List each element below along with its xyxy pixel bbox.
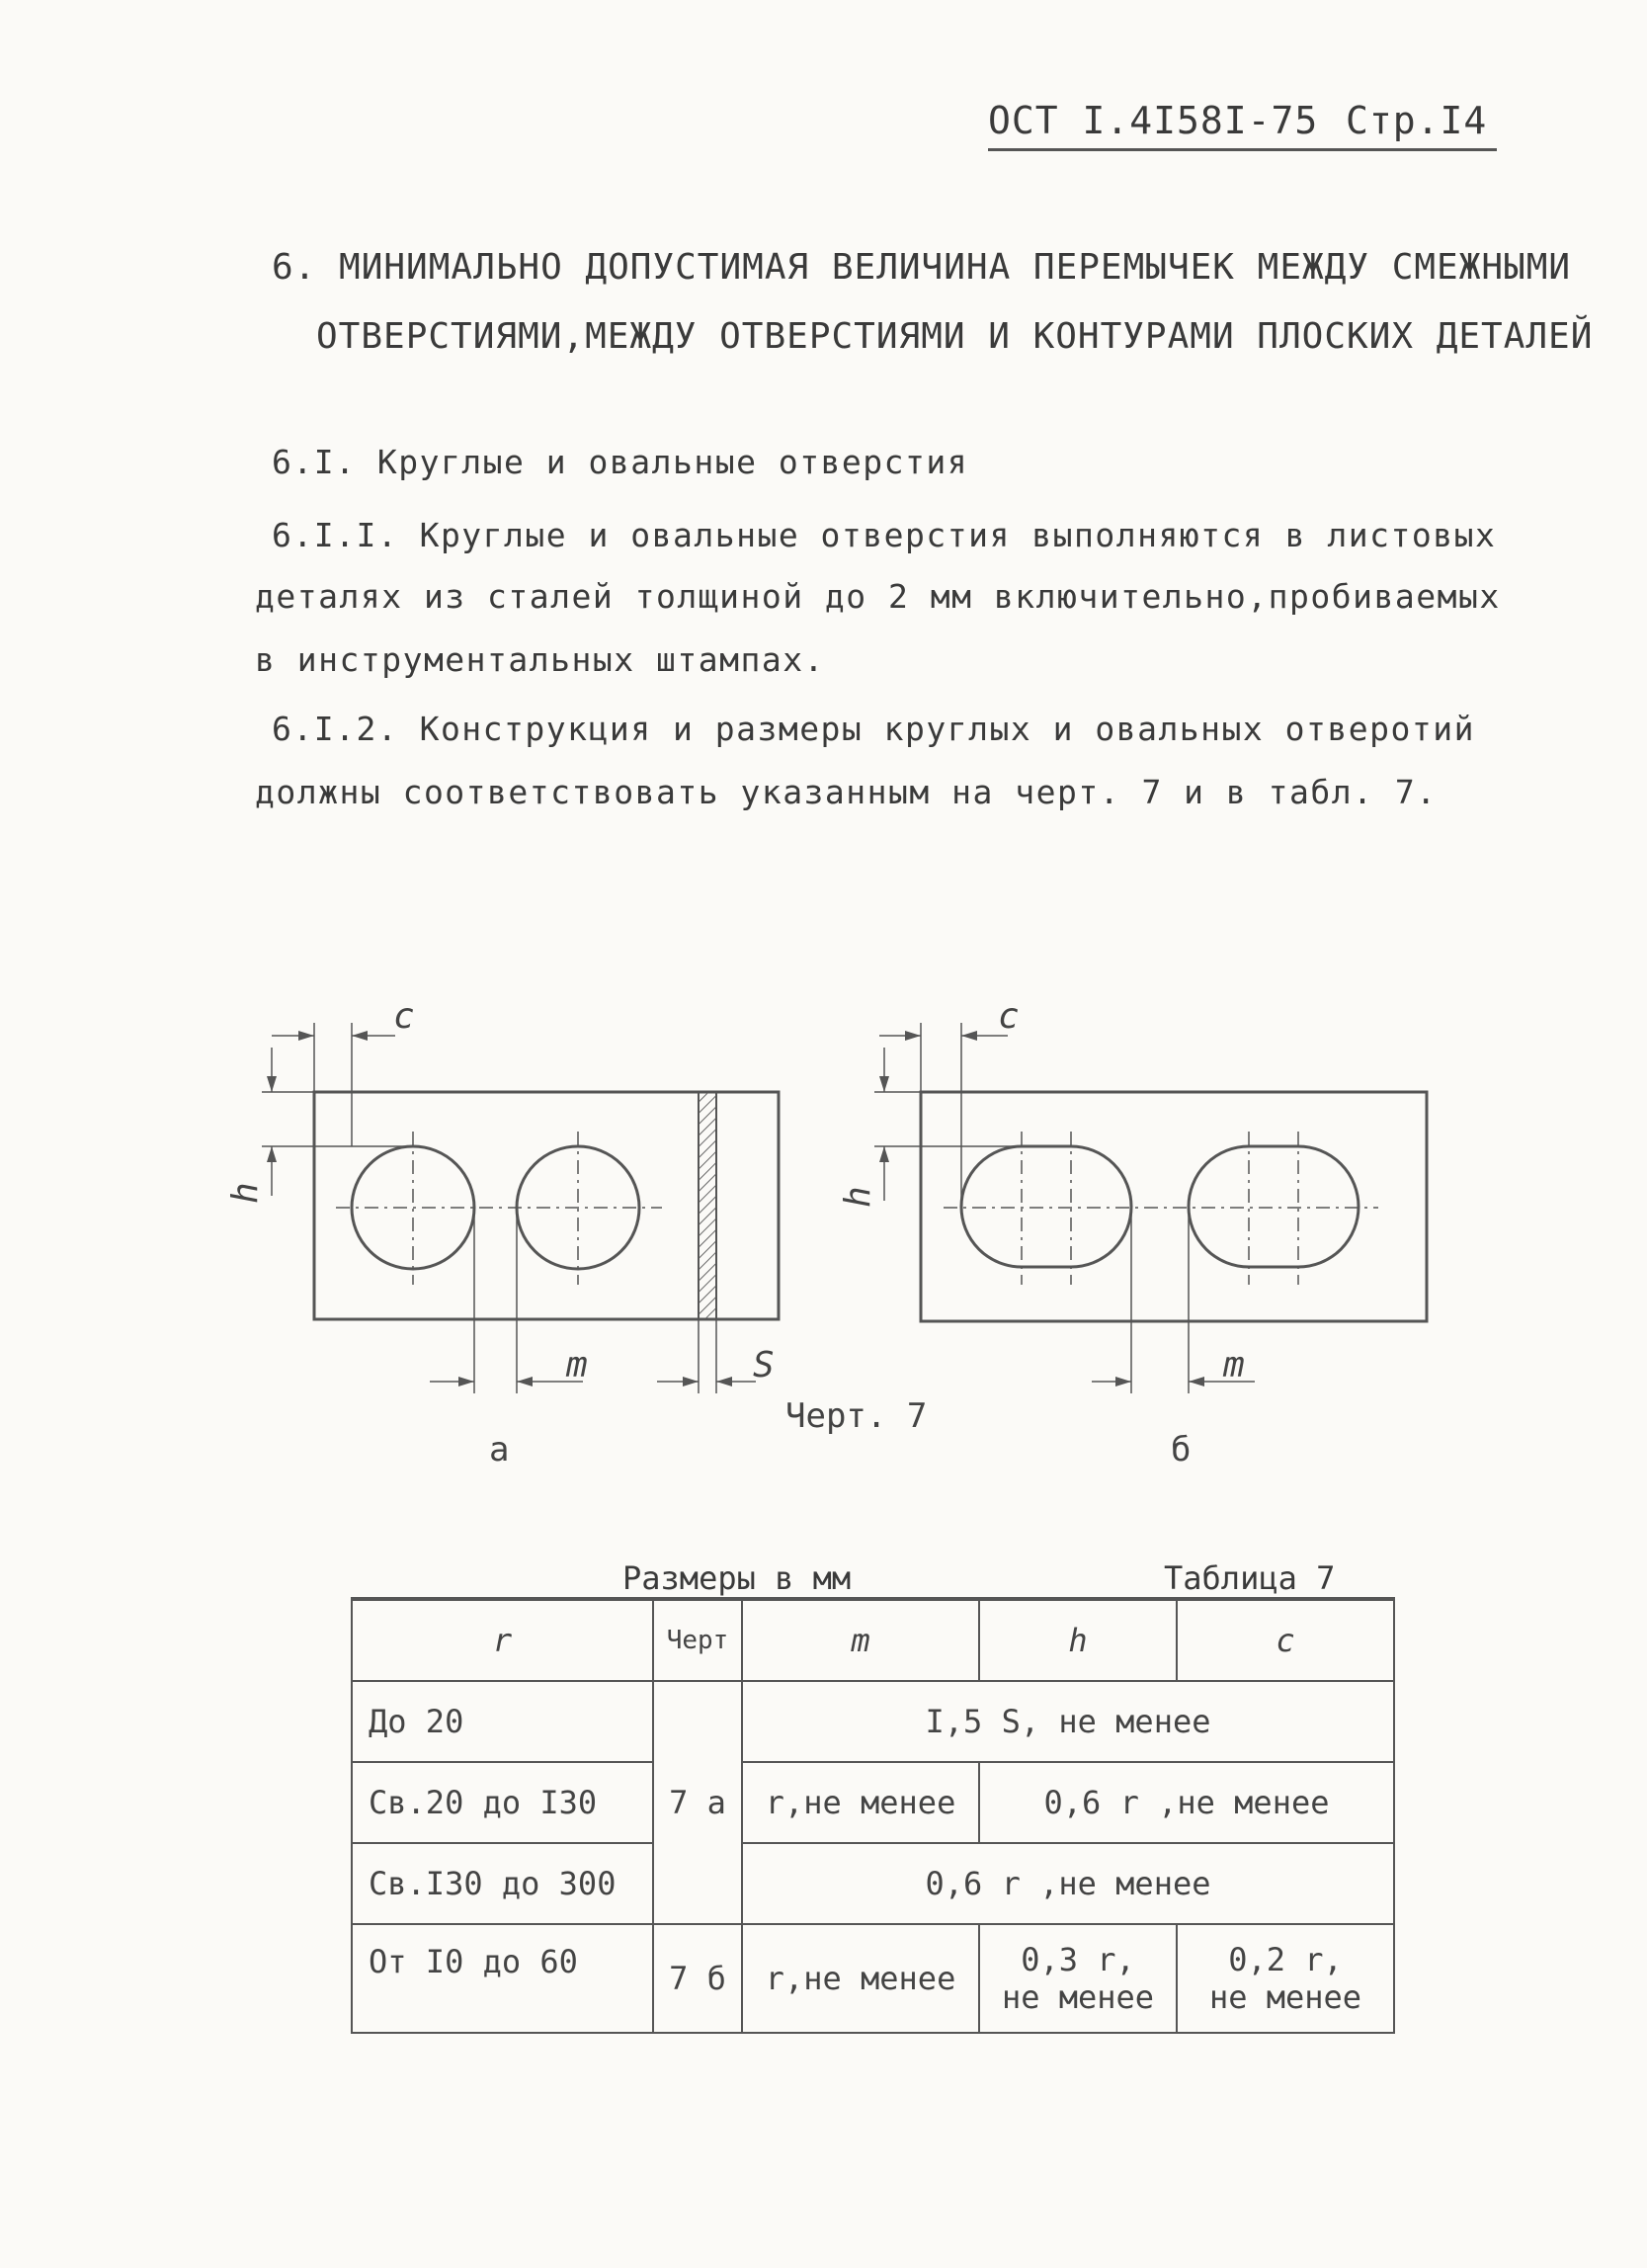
figure-a-dim-s: S — [753, 1345, 775, 1386]
figure-a-dim-c: c — [393, 996, 415, 1037]
section-title-line-1: 6. МИНИМАЛЬНО ДОПУСТИМАЯ ВЕЛИЧИНА ПЕРЕМЫЧЕК МЕЖДУ СМЕЖНЫМИ — [272, 247, 1572, 288]
cell-hc: 0,6 r ,не менее — [979, 1762, 1394, 1843]
cell-h-line-2: не менее — [1001, 1978, 1155, 2016]
figure-a-arrowheads — [267, 1031, 732, 1386]
paragraph-612-line-2: должны соответствовать указанным на черт. 7 и в табл. 7. — [255, 773, 1438, 811]
figure-b-slot-right — [1189, 1146, 1359, 1267]
figure-b-centerlines — [944, 1132, 1378, 1285]
cell-r: Св.I30 до 300 — [352, 1843, 653, 1924]
figure-b-arrowheads — [879, 1031, 1204, 1386]
cell-drawing-7b: 7 б — [653, 1924, 742, 2033]
cell-h-line-1: 0,3 r, — [1021, 1941, 1135, 1978]
document-code: ОСТ I.4I58I-75 — [988, 99, 1319, 142]
header-h: h — [979, 1599, 1177, 1681]
figure-b — [874, 1023, 1427, 1393]
figure-a-section-hatch — [699, 1092, 716, 1319]
paragraph-612-line-1: 6.I.2. Конструкция и размеры круглых и овальных отверотий — [272, 710, 1475, 748]
paragraph-611-line-1: 6.I.I. Круглые и овальные отверстия выполняются в листовых — [272, 516, 1497, 554]
cell-r: До 20 — [352, 1681, 653, 1762]
cell-m: r,не менее — [742, 1762, 979, 1843]
paragraph-611-line-2: деталях из сталей толщиной до 2 мм включительно,пробиваемых — [255, 577, 1501, 616]
cell-merged-value: 0,6 r ,не менее — [742, 1843, 1394, 1924]
table-row — [352, 1924, 1394, 2033]
cell-c-line-1: 0,2 r, — [1228, 1941, 1343, 1978]
figure-a-label: а — [489, 1430, 510, 1470]
figure-a-dim-m: m — [566, 1345, 588, 1386]
header-r: r — [352, 1599, 653, 1681]
header-m: m — [742, 1599, 979, 1681]
figure-b-dim-h: h — [838, 1186, 878, 1208]
table-header-row — [352, 1599, 1394, 1681]
figure-caption: Черт. 7 — [785, 1396, 928, 1436]
table-7 — [351, 1597, 1395, 2034]
figure-b-slot-left — [961, 1146, 1131, 1267]
cell-r: Св.20 до I30 — [352, 1762, 653, 1843]
cell-m: r,не менее — [742, 1924, 979, 2033]
table-row — [352, 1762, 1394, 1843]
figure-a-dim-h: h — [225, 1182, 266, 1204]
table-units: Размеры в мм — [622, 1559, 852, 1597]
table-title: Таблица 7 — [1164, 1559, 1336, 1597]
page-number: Стр.I4 — [1346, 99, 1488, 142]
paragraph-611-line-3: в инструментальных штампах. — [255, 640, 825, 679]
cell-c-line-2: не менее — [1208, 1978, 1362, 2016]
table-row — [352, 1681, 1394, 1762]
figure-b-plate-outline — [921, 1092, 1427, 1321]
cell-r: От I0 до 60 — [352, 1924, 653, 2033]
cell-c — [1177, 1924, 1394, 2033]
figure-a — [262, 1023, 779, 1393]
section-title-line-2: ОТВЕРСТИЯМИ,МЕЖДУ ОТВЕРСТИЯМИ И КОНТУРАМИ ПЛОСКИХ ДЕТАЛЕЙ — [316, 316, 1594, 357]
header-drawing: Черт — [653, 1599, 742, 1681]
subsection-title: 6.I. Круглые и овальные отверстия — [272, 443, 969, 481]
cell-merged-value: I,5 S, не менее — [742, 1681, 1394, 1762]
table-row — [352, 1843, 1394, 1924]
cell-drawing-7a: 7 а — [653, 1681, 742, 1924]
figure-b-dim-m: m — [1223, 1345, 1245, 1386]
header-c: c — [1177, 1599, 1394, 1681]
cell-h — [979, 1924, 1177, 2033]
figure-b-label: б — [1171, 1430, 1192, 1470]
figure-b-dim-c: c — [998, 996, 1020, 1037]
